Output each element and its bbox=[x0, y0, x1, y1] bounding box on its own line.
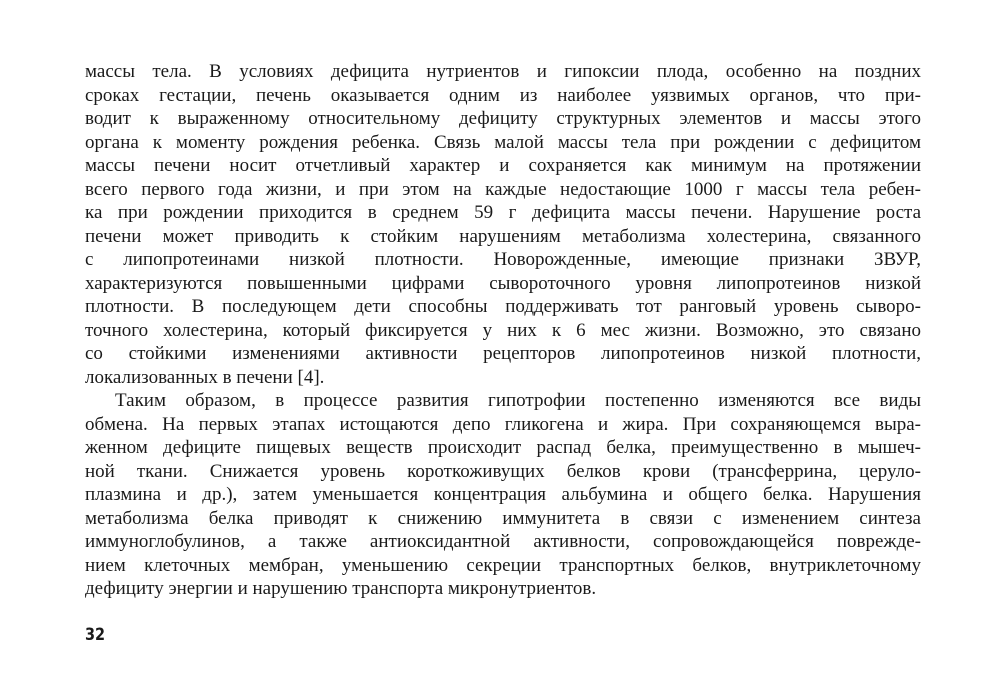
text-line: ка при рождении приходится в среднем 59 г дефицита массы печени. Нарушение роста bbox=[85, 202, 921, 223]
text-line: со стойкими изменениями активности рецепторов липопротеинов низкой плотности, bbox=[85, 343, 921, 364]
text-line: плотности. В последующем дети способны поддерживать тот ранговый уровень сыворо- bbox=[85, 296, 921, 317]
text-line: массы печени носит отчетливый характер и сохраняется как минимум на протяжении bbox=[85, 155, 921, 176]
text-line: обмена. На первых этапах истощаются депо гликогена и жира. При сохраняющемся выра- bbox=[85, 413, 921, 435]
text-line: нием клеточных мембран, уменьшению секреции транспортных белков, внутриклеточному bbox=[85, 554, 921, 576]
text-line: женном дефиците пищевых веществ происходит распад белка, преимущественно в мышеч- bbox=[85, 437, 921, 458]
text-line: органа к моменту рождения ребенка. Связь малой массы тела при рождении с дефицитом bbox=[85, 131, 921, 153]
text-line: с липопротеинами низкой плотности. Новорожденные, имеющие признаки ЗВУР, bbox=[85, 249, 921, 270]
text-line: всего первого года жизни, и при этом на каждые недостающие 1000 г массы тела ребен- bbox=[85, 178, 921, 200]
text-line: локализованных в печени [4]. bbox=[85, 366, 325, 388]
text-line: метаболизма белка приводят к снижению иммунитета в связи с изменением синтеза bbox=[85, 507, 921, 529]
text-line: точного холестерина, который фиксируется у них к 6 мес жизни. Возможно, это связано bbox=[85, 319, 921, 341]
body-text bbox=[85, 60, 921, 601]
text-line: водит к выраженному относительному дефициту структурных элементов и массы этого bbox=[85, 108, 921, 129]
text-line: Таким образом, в процессе развития гипотрофии постепенно изменяются все виды bbox=[115, 390, 921, 411]
text-line: иммуноглобулинов, а также антиоксидантной активности, сопровождающейся поврежде- bbox=[85, 531, 921, 552]
text-line: плазмина и др.), затем уменьшается концентрация альбумина и общего белка. Нарушения bbox=[85, 484, 921, 505]
text-line: печени может приводить к стойким нарушениям метаболизма холестерина, связанного bbox=[85, 225, 921, 247]
text-line: сроках гестации, печень оказывается одним из наиболее уязвимых органов, что при- bbox=[85, 84, 921, 106]
text-line: массы тела. В условиях дефицита нутриентов и гипоксии плода, особенно на поздних bbox=[85, 61, 921, 82]
text-line: дефициту энергии и нарушению транспорта микронутриентов. bbox=[85, 578, 597, 599]
page-number: 32 bbox=[85, 625, 106, 645]
text-line: характеризуются повышенными цифрами сывороточного уровня липопротеинов низкой bbox=[85, 272, 921, 294]
text-line: ной ткани. Снижается уровень короткоживущих белков крови (трансферрина, церуло- bbox=[85, 460, 921, 482]
paragraph-2 bbox=[85, 389, 921, 601]
paragraph-1 bbox=[85, 60, 921, 389]
